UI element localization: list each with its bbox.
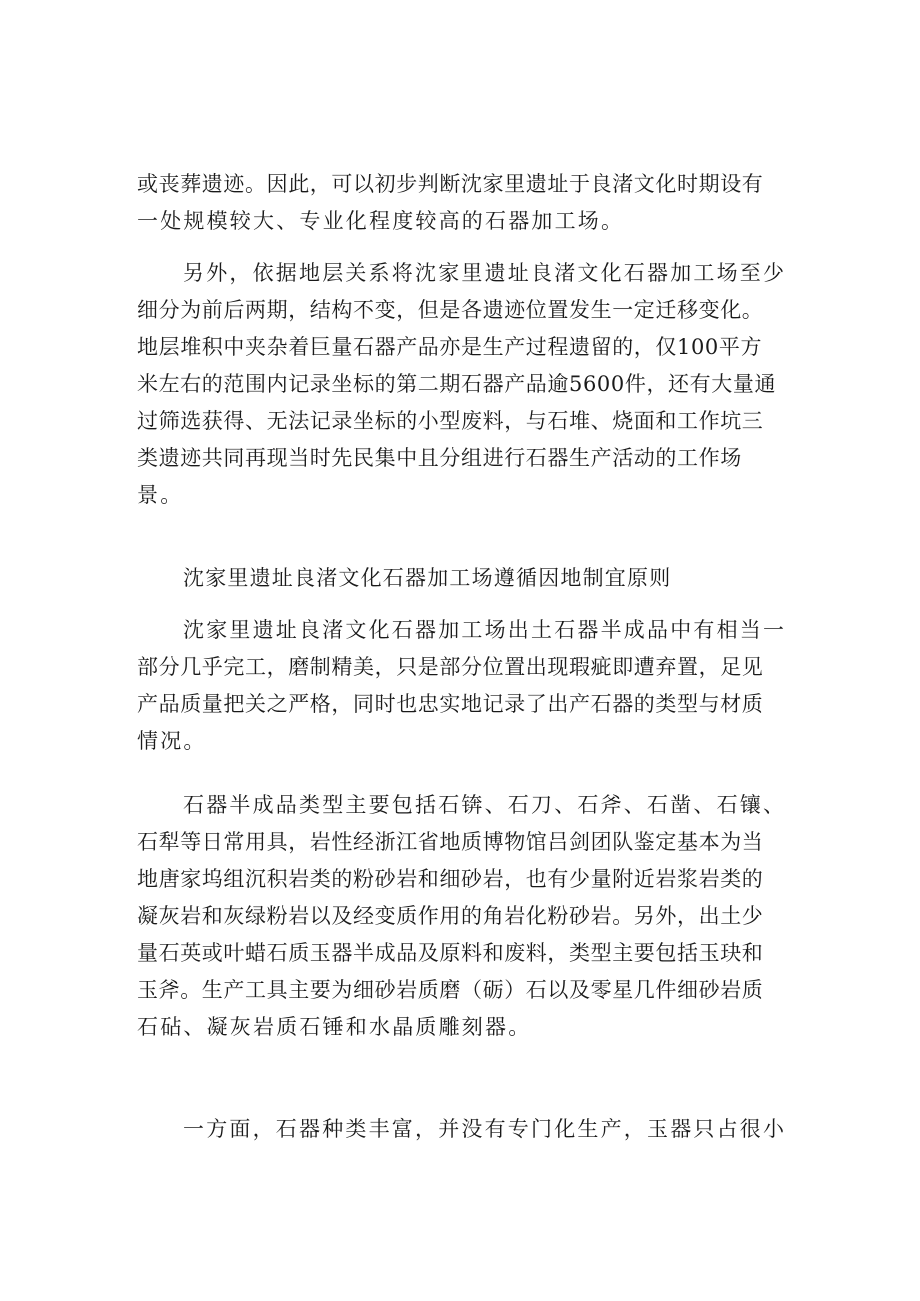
paragraph-line: 情况。 [137, 729, 207, 753]
paragraph-line: 量石英或叶蜡石质玉器半成品及原料和废料，类型主要包括玉玦和 [137, 941, 764, 965]
paragraph-line: 景。 [137, 483, 184, 507]
section-heading [137, 560, 787, 597]
paragraph-line: 一方面，石器种类丰富，并没有专门化生产，玉器只占很小 [183, 1117, 787, 1141]
paragraph-line: 石犁等日常用具，岩性经浙江省地质博物馆吕剑团队鉴定基本为当 [137, 830, 764, 854]
paragraph-line: 凝灰岩和灰绿粉岩以及经变质作用的角岩化粉砂岩。另外，出土少 [137, 904, 764, 928]
paragraph-line: 或丧葬遗迹。因此，可以初步判断沈家里遗址于良渚文化时期设有 [137, 172, 764, 196]
paragraph-3 [137, 612, 787, 760]
paragraph-line: 沈家里遗址良渚文化石器加工场出土石器半成品中有相当一 [183, 618, 787, 642]
paragraph-line: 地唐家坞组沉积岩类的粉砂岩和细砂岩，也有少量附近岩浆岩类的 [137, 867, 764, 891]
paragraph-line: 地层堆积中夹杂着巨量石器产品亦是生产过程遗留的，仅100平方 [137, 335, 763, 359]
paragraph-5 [137, 1111, 787, 1148]
paragraph-line: 部分几乎完工，磨制精美，只是部分位置出现瑕疵即遭弃置，足见 [137, 655, 764, 679]
paragraph-line: 过筛选获得、无法记录坐标的小型废料，与石堆、烧面和工作坑三 [137, 409, 764, 433]
paragraph-line: 产品质量把关之严格，同时也忠实地记录了出产石器的类型与材质 [137, 692, 764, 716]
paragraph-line: 米左右的范围内记录坐标的第二期石器产品逾5600件，还有大量通 [137, 372, 777, 396]
heading-line: 沈家里遗址良渚文化石器加工场遵循因地制宜原则 [183, 566, 672, 590]
paragraph-1 [137, 166, 787, 240]
paragraph-2 [137, 255, 787, 514]
paragraph-line: 细分为前后两期，结构不变，但是各遗迹位置发生一定迁移变化。 [137, 298, 764, 322]
paragraph-line: 类遗迹共同再现当时先民集中且分组进行石器生产活动的工作场 [137, 446, 742, 470]
paragraph-line: 石砧、凝灰岩质石锤和水晶质雕刻器。 [137, 1015, 532, 1039]
paragraph-line: 玉斧。生产工具主要为细砂岩质磨（砺）石以及零星几件细砂岩质 [137, 978, 764, 1002]
paragraph-4 [137, 787, 787, 1046]
paragraph-line: 石器半成品类型主要包括石锛、石刀、石斧、石凿、石镶、 [183, 793, 787, 817]
paragraph-line: 一处规模较大、专业化程度较高的石器加工场。 [137, 209, 625, 233]
paragraph-line: 另外，依据地层关系将沈家里遗址良渚文化石器加工场至少 [183, 261, 787, 285]
